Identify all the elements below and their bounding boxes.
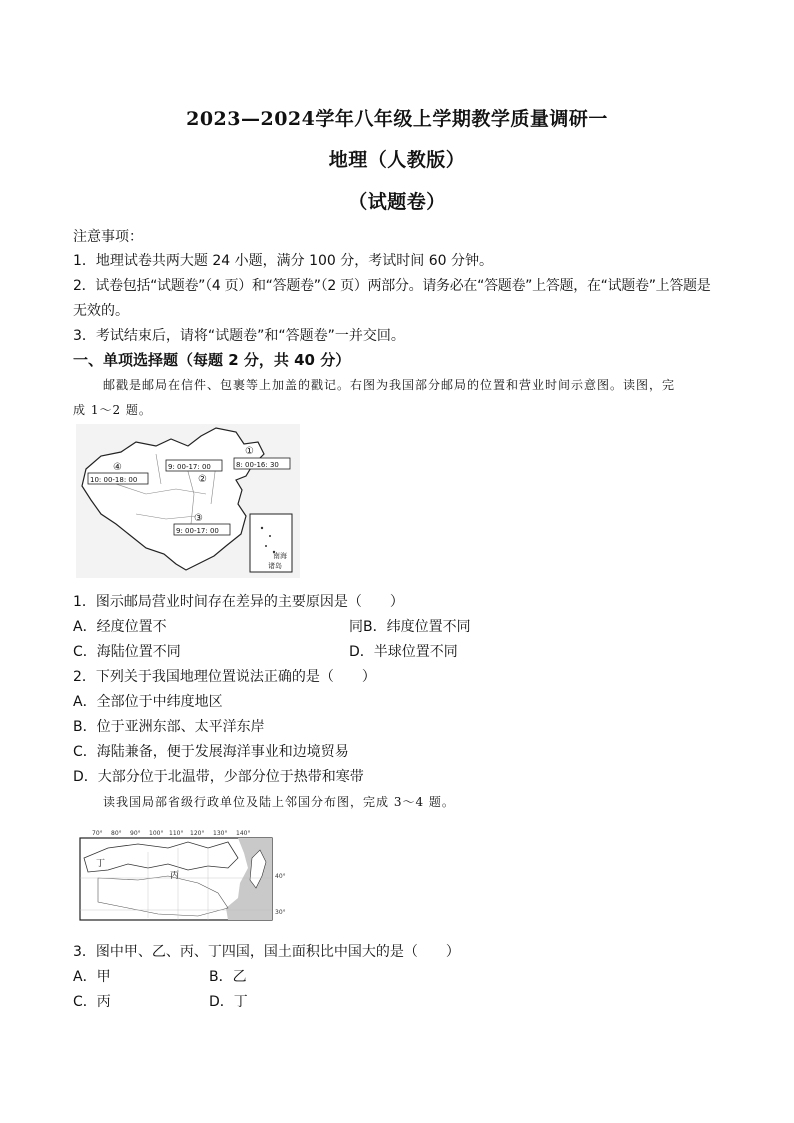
notice-heading: 注意事项： [73,229,143,245]
post-office-label: ① [245,446,254,457]
answer-option[interactable]: C．丙 [73,994,111,1010]
answer-option[interactable]: B．位于亚洲东部、太平洋东岸 [73,719,265,735]
question-stem: 2．下列关于我国地理位置说法正确的是（ ） [73,669,376,685]
question-intro: 成 1～2 题。 [73,403,152,417]
answer-option[interactable]: D．大部分位于北温带，少部分位于热带和寒带 [73,769,364,785]
longitude-tick: 80° [111,830,122,837]
longitude-tick: 100° [149,830,164,837]
inset-label: 南海 [273,552,287,560]
latitude-tick: 30° [275,909,286,916]
answer-option[interactable]: B．乙 [209,969,247,985]
china-post-office-map [76,424,300,578]
paper-type-title: （试题卷） [348,191,446,213]
neighboring-countries-map [78,828,290,922]
latitude-tick: 40° [275,873,286,880]
answer-option[interactable]: D．半球位置不同 [349,644,458,660]
region-label-ding: 丁 [96,859,106,869]
notice-item: 2．试卷包括“试题卷”（4 页）和“答题卷”（2 页）两部分。请务必在“答题卷”上答题，在“试题卷”上答题是 [73,278,711,294]
business-hours-label: 9: 00-17: 00 [168,463,211,471]
business-hours-label: 8: 00-16: 30 [236,461,279,469]
post-office-label: ④ [113,462,122,473]
answer-option[interactable]: A．甲 [73,969,111,985]
longitude-tick: 110° [169,830,184,837]
question-intro: 读我国局部省级行政单位及陆上邻国分布图，完成 3～4 题。 [103,795,455,809]
question-stem: 1．图示邮局营业时间存在差异的主要原因是（ ） [73,594,404,610]
longitude-tick: 140° [236,830,251,837]
post-office-label: ③ [194,513,203,524]
notice-item: 3．考试结束后，请将“试题卷”和“答题卷”一并交回。 [73,328,405,344]
question-intro: 邮戳是邮局在信件、包裹等上加盖的戳记。右图为我国部分邮局的位置和营业时间示意图。读图，完 [103,378,676,392]
question-stem: 3．图中甲、乙、丙、丁四国，国土面积比中国大的是（ ） [73,944,460,960]
page-title: 2023—2024学年八年级上学期教学质量调研一 [186,108,608,130]
longitude-tick: 120° [190,830,205,837]
notice-item: 1．地理试卷共两大题 24 小题，满分 100 分，考试时间 60 分钟。 [73,253,493,269]
answer-option[interactable]: C．海陆位置不同 [73,644,181,660]
inset-label: 诸岛 [268,562,282,570]
section-heading: 一、单项选择题（每题 2 分，共 40 分） [73,351,351,369]
longitude-tick: 70° [92,830,103,837]
answer-option[interactable]: D．丁 [209,994,248,1010]
longitude-tick: 130° [213,830,228,837]
notice-item: 无效的。 [73,303,129,319]
business-hours-label: 9: 00-17: 00 [176,527,219,535]
longitude-tick: 90° [130,830,141,837]
answer-option[interactable]: A．经度位置不 [73,619,167,635]
subject-title: 地理（人教版） [328,149,466,171]
answer-option[interactable]: C．海陆兼备，便于发展海洋事业和边境贸易 [73,744,349,760]
answer-option[interactable]: 同B．纬度位置不同 [349,619,471,635]
business-hours-label: 10: 00-18: 00 [90,476,138,484]
region-label-bing: 丙 [170,871,180,881]
answer-option[interactable]: A．全部位于中纬度地区 [73,694,223,710]
post-office-label: ② [198,474,207,485]
